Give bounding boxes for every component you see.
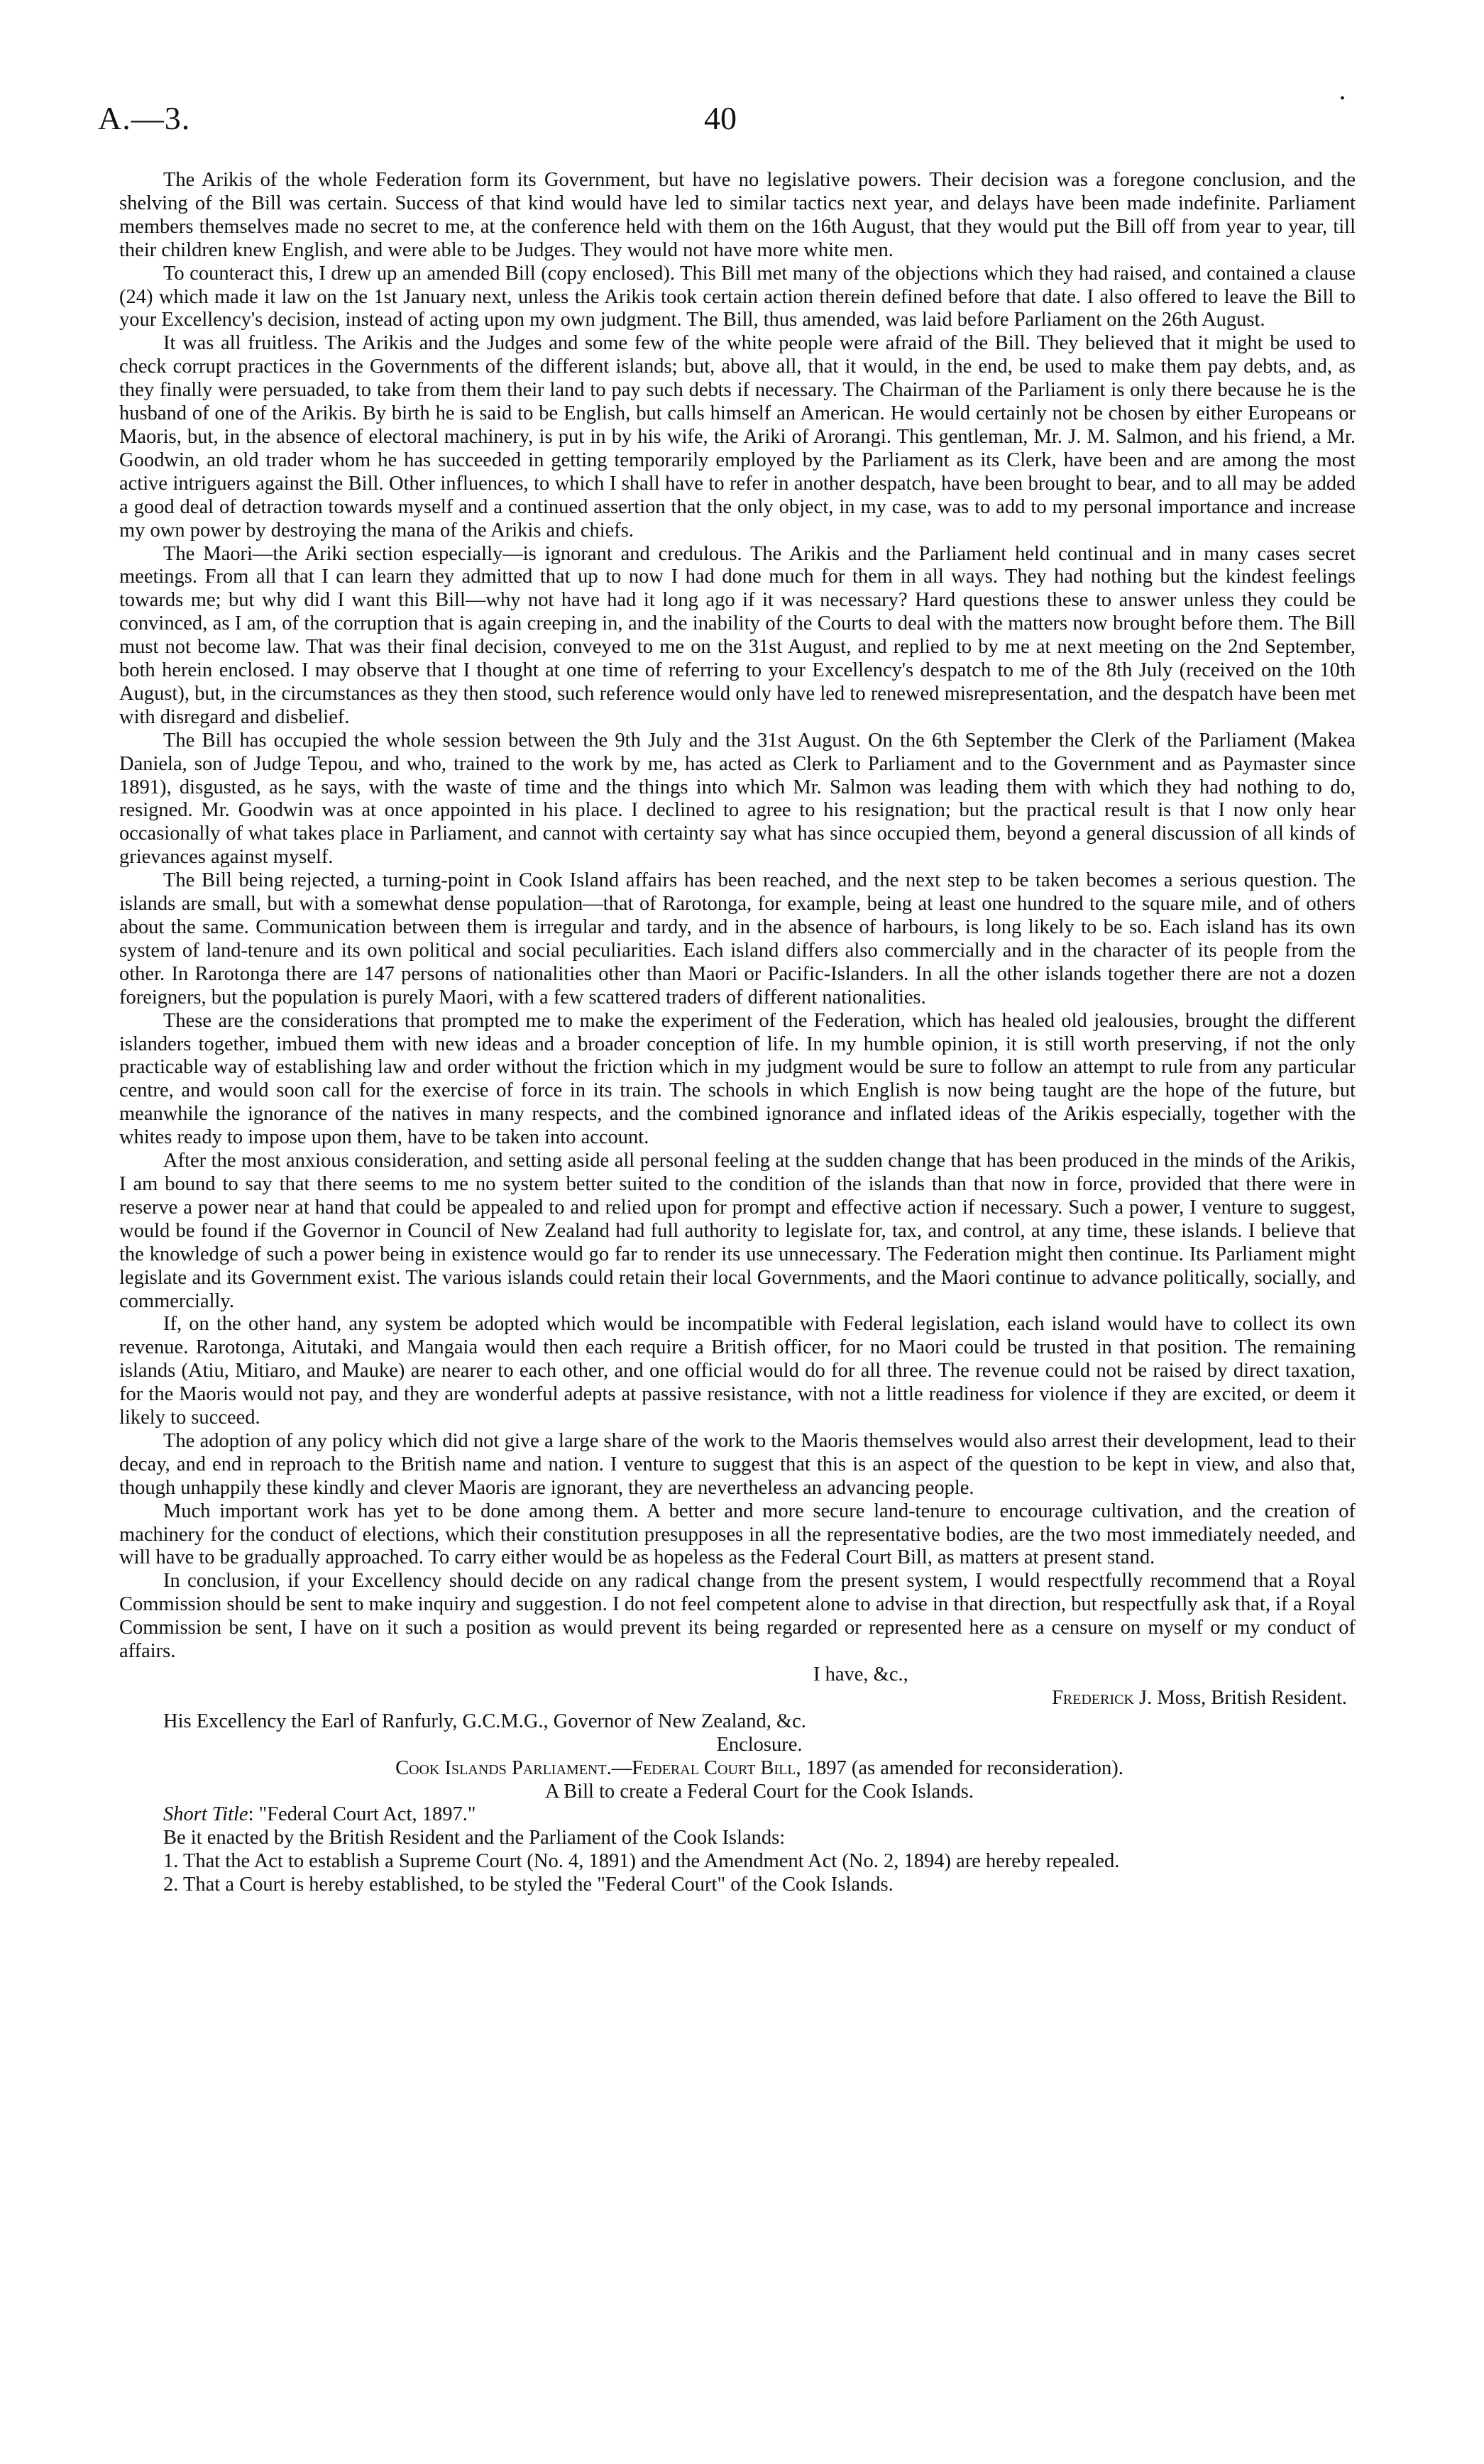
- bill-subtitle: A Bill to create a Federal Court for the Cook Islands.: [545, 1780, 974, 1803]
- page-number: 40: [704, 100, 737, 136]
- signature-first-name: Frederick: [1052, 1686, 1134, 1709]
- paragraph: The adoption of any policy which did not give a large share of the work to the Maoris themselves would also arrest their development, lead to their decay, and end in reproach to the British name and nation. I venture to suggest that this is an aspect of the question to be kept in view, and also that, though unhappily these kindly and clever Maoris are ignorant, they are nevertheless an advancing people.: [119, 1429, 1356, 1499]
- paragraph: The Maori—the Ariki section especially—is ignorant and credulous. The Arikis and the Parliament held continual and in many cases secret meetings. From all that I can learn they admitted that up to now I had done much for them in all ways. They had nothing but the kindest feelings towards me; but why did I want this Bill—why not have had it long ago if it was necessary? Hard questions these to answer unless they could be convinced, as I am, of the corruption that is again creeping in, and the inability of the Courts to deal with the matters now brought before them. The Bill must not become law. That was their final decision, conveyed to me on the 31st August, and replied to by me at next meeting on the 2nd September, both herein enclosed. I may observe that I thought at one time of referring to your Excellency's despatch to me of the 8th July (received on the 10th August), but, in the circumstances as they then stood, such reference would only have led to renewed misrepresentation, and the despatch have been met with disregard and disbelief.: [119, 542, 1356, 728]
- short-title: [119, 1803, 1356, 1827]
- bill-title-smallcaps: Cook Islands Parliament.—Federal Court Bill,: [395, 1756, 801, 1779]
- signature-rest: J. Moss, British Resident.: [1139, 1686, 1347, 1709]
- paragraph: These are the considerations that prompted me to make the experiment of the Federation, which has healed old jealousies, brought the different islanders together, imbued them with new ideas and a broader conception of life. In my humble opinion, it is still worth preserving, if not the only practicable way of establishing law and order without the friction which in my judgment would be sure to follow an attempt to rule from any particular centre, and would soon call for the exercise of force in its train. The schools in which English is now being taught are the hope of the future, but meanwhile the ignorance of the natives in many respects, and the combined ignorance and inflated ideas of the Arikis especially, together with the whites ready to impose upon them, have to be taken into account.: [119, 1009, 1356, 1149]
- short-title-value: : "Federal Court Act, 1897.": [248, 1803, 476, 1826]
- paragraph: After the most anxious consideration, and setting aside all personal feeling at the sudden change that has been produced in the minds of the Arikis, I am bound to say that there seems to me no system better suited to the condition of the islands than that now in force, provided that there were in reserve a power near at hand that could be appealed to and relied upon for prompt and effective action if necessary. Such a power, I venture to suggest, would be found if the Governor in Council of New Zealand had full authority to legislate for, tax, and control, at any time, these islands. I believe that the knowledge of such a power being in existence would go far to render its use unnecessary. The Federation might then continue. Its Parliament might legislate and its Government exist. The various islands could retain their local Governments, and the Maori continue to advance politically, socially, and commercially.: [119, 1150, 1356, 1312]
- letter-body: [119, 169, 1356, 1897]
- paragraph: Much important work has yet to be done among them. A better and more secure land-tenure to encourage cultivation, and the creation of machinery for the conduct of elections, which their constitution presupposes in all the representative bodies, are the two most immediately needed, and will have to be gradually approached. To carry either would be as hopeless as the Federal Court Bill, as matters at present stand.: [119, 1500, 1356, 1569]
- signature-closing: I have, &c.,: [813, 1663, 908, 1685]
- paragraph: It was all fruitless. The Arikis and the Judges and some few of the white people were afraid of the Bill. They believed that it might be used to check corrupt practices in the Governments of the different islands; but, above all, that it would, in the end, be used to make them pay debts, and, as they finally were persuaded, to take from them their land to pay such debts if necessary. The Chairman of the Parliament is only there because he is the husband of one of the Arikis. By birth he is said to be English, but calls himself an American. He would certainly not be chosen by either Europeans or Maoris, but, in the absence of electoral machinery, is put in by his wife, the Ariki of Arorangi. This gentleman, Mr. J. M. Salmon, and his friend, a Mr. Goodwin, an old trader whom he has succeeded in getting temporarily employed by the Parliament as its Clerk, have been and are among the most active intriguers against the Bill. Other influences, to which I shall have to refer in another despatch, have been brought to bear, and to all may be added a good deal of detraction towards myself and a continued assertion that the only object, in my case, was to add to my personal importance and increase my own power by destroying the mana of the Arikis and chiefs.: [119, 332, 1356, 541]
- addressee: His Excellency the Earl of Ranfurly, G.C.M.G., Governor of New Zealand, &c.: [163, 1710, 806, 1732]
- paragraph: In conclusion, if your Excellency should decide on any radical change from the present system, I would respectfully recommend that a Royal Commission should be sent to make inquiry and suggestion. I do not feel competent alone to advise in that direction, but respectfully ask that, if a Royal Commission be sent, I have on it such a position as would prevent its being regarded or represented here as a censure on myself or my conduct of affairs.: [119, 1570, 1356, 1663]
- enacting-clause: Be it enacted by the British Resident and the Parliament of the Cook Islands:: [163, 1827, 786, 1849]
- paragraph: The Bill being rejected, a turning-point in Cook Island affairs has been reached, and the next step to be taken becomes a serious question. The islands are small, but with a somewhat dense population—that of Rarotonga, for example, being at least one hundred to the square mile, and of others about the same. Communication between them is irregular and tardy, and in the absence of harbours, is long likely to be so. Each island has its own system of land-tenure and its own political and social peculiarities. Each island differs also commercially and in the character of its people from the other. In Rarotonga there are 147 persons of nationalities other than Maori or Pacific-Islanders. In all the other islands together there are not a dozen foreigners, but the population is purely Maori, with a few scattered traders of different nationalities.: [119, 869, 1356, 1008]
- paragraph: If, on the other hand, any system be adopted which would be incompatible with Federal legislation, each island would have to collect its own revenue. Rarotonga, Aitutaki, and Mangaia would then each require a British officer, for no Maori could be trusted in that position. The remaining islands (Atiu, Mitiaro, and Mauke) are nearer to each other, and one official would do for all three. The revenue could not be raised by direct taxation, for the Maoris would not pay, and they are wonderful adepts at passive resistance, with not a little readiness for violence if they are excited, or deem it likely to succeed.: [119, 1313, 1356, 1429]
- bill-title: [119, 1757, 1356, 1781]
- paragraph: The Bill has occupied the whole session between the 9th July and the 31st August. On the 6th September the Clerk of the Parliament (Makea Daniela, son of Judge Tepou, and who, trained to the work by me, has acted as Clerk to Parliament and to the Government and as Paymaster since 1891), disgusted, as he says, with the waste of time and the things into which Mr. Salmon was leading them with which they had nothing to do, resigned. Mr. Goodwin was at once appointed in his place. I declined to agree to his resignation; but the practical result is that I now only hear occasionally of what takes place in Parliament, and cannot with certainty say what has since occupied them, beyond a general discussion of all kinds of grievances against myself.: [119, 729, 1356, 869]
- document-reference: A.—3.: [98, 100, 191, 136]
- enclosure-heading: Enclosure.: [716, 1733, 803, 1756]
- paragraph: To counteract this, I drew up an amended Bill (copy enclosed). This Bill met many of the objections which they had raised, and contained a clause (24) which made it law on the 1st January next, unless the Arikis took certain action therein defined before that date. I also offered to leave the Bill to your Excellency's decision, instead of acting upon my own judgment. The Bill, thus amended, was laid before Parliament on the 26th August.: [119, 262, 1356, 331]
- short-title-label: Short Title: [163, 1803, 248, 1826]
- bill-clause: 1. That the Act to establish a Supreme Court (No. 4, 1891) and the Amendment Act (No. 2, 1894) are hereby repealed.: [163, 1850, 1120, 1873]
- signature-name: [119, 1687, 1356, 1710]
- bill-title-rest: 1897 (as amended for reconsideration).: [806, 1756, 1123, 1779]
- bill-clause: 2. That a Court is hereby established, to be styled the "Federal Court" of the Cook Islands.: [163, 1874, 894, 1896]
- paragraph: The Arikis of the whole Federation form its Government, but have no legislative powers. Their decision was a foregone conclusion, and the shelving of the Bill was certain. Success of that kind would have led to similar tactics next year, and delays have been made indefinite. Parliament members themselves made no secret to me, at the conference held with them on the 16th August, that they would put the Bill off from year to year, till their children knew English, and were able to be Judges. They would not have more white men.: [119, 169, 1356, 261]
- margin-dot: •: [1340, 91, 1346, 106]
